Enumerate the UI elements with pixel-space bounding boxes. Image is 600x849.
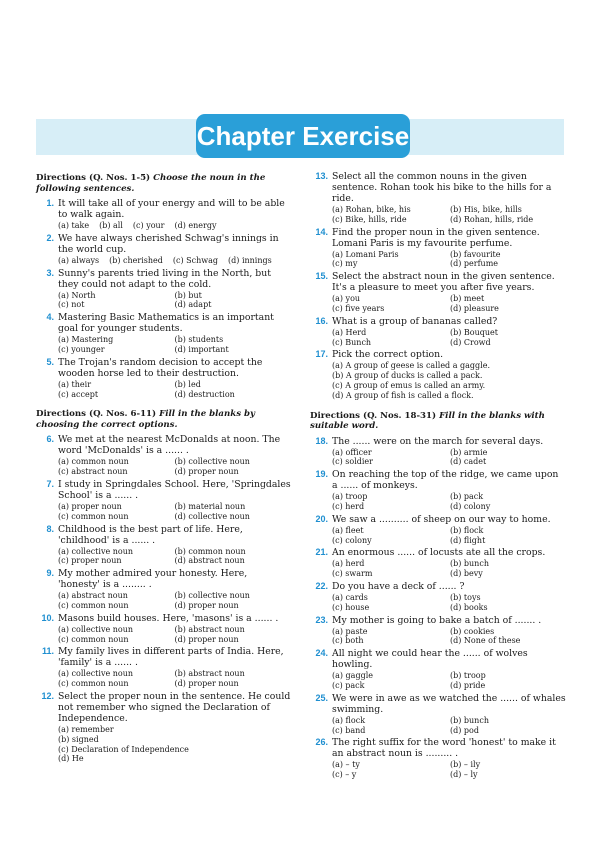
option: (c) common noun [58,679,129,689]
question [36,691,291,764]
option: (b) favourite [450,249,501,259]
question [36,646,291,689]
options-list [332,760,566,780]
option: (c) Schwag [172,255,219,265]
option: (c) abstract noun [58,467,128,477]
option: (a) common noun [58,457,129,467]
options-list [332,448,566,468]
option: (c) my [332,259,358,269]
directions-range: (Q. Nos. 6-11) [89,409,157,420]
question [310,581,566,613]
question-text: My mother is going to bake a batch of ....... . [332,614,542,626]
option: (b) cookies [450,626,495,636]
question-number: 1. [46,198,54,208]
option: (a) North [58,290,96,300]
question-number: 23. [315,614,328,625]
options-list [332,559,566,579]
directions-label: Directions [36,409,86,420]
directions-range: (Q. Nos. 18-31) [363,410,437,421]
option: (d) innings [228,255,272,265]
question [310,349,566,400]
directions [36,173,291,194]
question-text: Select the proper noun in the sentence. He could not remember who signed the Declaration of Independence. [58,690,291,724]
option: (d) A group of fish is called a flock. [332,390,474,400]
option: (a) collective noun [58,624,134,634]
option: (d) Crowd [450,337,491,347]
option: (b) flock [450,525,484,535]
question [36,268,291,311]
question-text: We met at the nearest McDonalds at noon. The word 'McDonalds' is a ...... . [58,434,281,457]
question [36,357,291,400]
option: (c) Bike, hills, ride [332,214,407,224]
question-number: 4. [46,312,54,323]
question-number: 22. [315,580,328,591]
option: (d) None of these [450,636,521,646]
question-number: 12. [41,690,54,701]
option: (b) troop [450,671,486,681]
question-text: Childhood is the best part of life. Here, 'childhood' is a ...... . [58,523,243,546]
question-text: An enormous ...... of locusts ate all the crops. [332,547,546,559]
option: (b) cherished [109,255,163,265]
question-number: 9. [46,568,54,579]
option: (d) adapt [174,300,212,310]
question [36,568,291,611]
question [310,547,566,579]
options-list [332,294,566,314]
question-number: 5. [46,356,54,367]
options-list [58,291,291,311]
page-title: Chapter Exercise [196,120,410,151]
question-text: The ...... were on the march for several days. [332,435,544,447]
question [310,436,566,468]
question-text: My family lives in different parts of India. Here, 'family' is a ...... . [58,646,284,669]
option: (d) pride [450,680,486,690]
question-number: 25. [315,692,328,703]
question-text: On reaching the top of the ridge, we came upon a ...... of monkeys. [332,469,559,492]
option: (c) pack [332,680,365,690]
option: (c) soldier [332,457,373,467]
option: (c) colony [332,535,372,545]
question [310,271,566,314]
options-list [58,457,291,477]
option: (c) both [332,636,364,646]
option: (a) remember [58,724,114,734]
question-number: 17. [315,349,328,360]
question [36,312,291,355]
options-list [58,591,291,611]
option: (a) cards [332,592,368,602]
question-text: What is a group of bananas called? [332,315,498,327]
question-number: 19. [315,469,328,480]
section-gap [310,403,566,409]
options-list [58,221,291,231]
option: (b) bunch [450,559,489,569]
option: (a) Rohan, bike, his [332,205,411,214]
option: (c) your [132,221,165,230]
option: (d) proper noun [174,467,239,477]
question-number: 2. [46,232,54,243]
question [36,434,291,477]
directions-label: Directions [310,410,360,421]
option: (d) proper noun [174,679,239,689]
option: (c) house [332,602,370,612]
option: (b) collective noun [174,591,250,601]
options-list [332,716,566,736]
question [310,469,566,512]
question-text: Pick the correct option. [332,349,444,361]
option: (d) cadet [450,457,487,467]
option: (b) led [174,379,201,389]
option: (a) fleet [332,525,364,535]
question-number: 7. [46,478,54,489]
option: (b) students [174,335,224,345]
option: (d) proper noun [174,600,239,610]
question [36,479,291,522]
option: (b) A group of ducks is called a pack. [332,371,483,381]
options-list [332,671,566,691]
option: (d) bevy [450,569,483,579]
question-number: 24. [315,648,328,659]
question [310,227,566,270]
option: (b) Bouquet [450,327,498,337]
option: (b) – ily [450,760,481,770]
options-list [332,492,566,512]
question-text: Masons build houses. Here, 'masons' is a ...... . [58,612,279,624]
question-number: 6. [46,434,54,445]
question-number: 20. [315,513,328,524]
option: (d) pleasure [450,303,499,313]
option: (d) collective noun [174,511,250,521]
question-number: 21. [315,547,328,558]
question-number: 8. [46,523,54,534]
question-number: 11. [41,646,54,657]
question [310,648,566,691]
option: (a) collective noun [58,546,134,556]
option: (d) Rohan, hills, ride [450,214,534,224]
question-number: 26. [315,737,328,748]
question [310,615,566,647]
question-text: Mastering Basic Mathematics is an important goal for younger students. [58,312,274,335]
option: (d) perfume [450,259,499,269]
question-number: 10. [41,612,54,623]
option: (d) pod [450,725,479,735]
option: (a) abstract noun [58,591,128,601]
question-number: 13. [315,171,328,181]
option: (b) His, bike, hills [450,205,522,214]
question [310,514,566,546]
option: (a) paste [332,626,368,636]
directions [36,409,291,430]
option: (c) band [332,725,366,735]
option: (d) – ly [450,770,478,780]
option: (a) collective noun [58,669,134,679]
directions-range: (Q. Nos. 1-5) [89,173,151,183]
option: (c) not [58,300,85,310]
option: (a) flock [332,715,366,725]
option: (a) Lomani Paris [332,249,399,259]
option: (d) flight [450,535,486,545]
question [310,316,566,348]
option: (d) abstract noun [174,556,245,566]
options-list [58,256,291,266]
option: (b) but [174,290,202,300]
directions-text: Fill in the blanks with suitable word. [310,410,545,432]
question-text: The right suffix for the word 'honest' to make it an abstract noun is ......... . [332,737,556,760]
option: (c) common noun [58,634,129,644]
option: (d) colony [450,501,491,511]
question [310,737,566,780]
option: (c) common noun [58,600,129,610]
option: (c) common noun [58,511,129,521]
option: (a) A group of geese is called a gaggle. [332,361,490,371]
option: (d) destruction [174,389,235,399]
right-column [310,171,566,782]
question-number: 18. [315,435,328,446]
option: (c) accept [58,389,99,399]
options-list [332,250,566,270]
option: (d) proper noun [174,634,239,644]
options-list [332,593,566,613]
options-list [332,328,566,348]
option: (b) collective noun [174,457,250,467]
option: (b) signed [58,734,99,744]
question-text: My mother admired your honesty. Here, 'honesty' is a ........ . [58,568,248,591]
question [36,198,291,231]
option: (a) gaggle [332,671,373,681]
option: (b) material noun [174,501,246,511]
options-list [58,725,291,764]
question-text: The Trojan's random decision to accept the wooden horse led to their destruction. [58,356,263,379]
option: (c) A group of emus is called an army. [332,380,486,390]
question [310,171,566,225]
option: (a) herd [332,559,365,569]
option: (b) pack [450,492,484,502]
question-text: We have always cherished Schwag's innings in the world cup. [58,232,279,255]
options-list [332,205,566,225]
option: (a) you [332,294,361,304]
options-list [58,547,291,567]
section-gap [36,401,291,407]
option: (a) take [58,221,90,230]
options-list [58,502,291,522]
question-text: Select all the common nouns in the given sentence. Rohan took his bike to the hills for a ride. [332,171,552,204]
option: (c) – y [332,770,357,780]
option: (a) their [58,379,92,389]
left-column [36,171,291,766]
options-list [58,669,291,689]
options-list [332,526,566,546]
question-text: It will take all of your energy and will to be able to walk again. [58,198,285,220]
option: (a) troop [332,492,368,502]
option: (a) Herd [332,327,367,337]
question [36,613,291,645]
title-banner [196,114,410,158]
option: (c) Bunch [332,337,372,347]
directions-label: Directions [36,173,86,183]
option: (b) armie [450,447,488,457]
options-list [58,380,291,400]
option: (b) common noun [174,546,246,556]
option: (a) always [58,255,100,265]
question-text: Select the abstract noun in the given sentence. It's a pleasure to meet you after five years. [332,271,555,294]
question-number: 14. [315,226,328,237]
question-text: I study in Springdales School. Here, 'Springdales School' is a ...... . [58,478,291,501]
option: (a) proper noun [58,501,122,511]
question-number: 16. [315,315,328,326]
options-list [58,335,291,355]
options-list [332,627,566,647]
option: (c) proper noun [58,556,122,566]
option: (c) younger [58,344,105,354]
question [36,233,291,266]
option: (a) Mastering [58,335,114,345]
option: (c) herd [332,501,365,511]
option: (d) energy [174,221,217,230]
question [310,693,566,736]
option: (d) books [450,602,488,612]
option: (b) abstract noun [174,624,245,634]
option: (b) meet [450,294,485,304]
question-text: We saw a .......... of sheep on our way to home. [332,513,551,525]
options-list [58,625,291,645]
option: (b) bunch [450,715,489,725]
option: (d) He [58,754,84,764]
question-text: Sunny's parents tried living in the North, but they could not adapt to the cold. [58,267,271,290]
question-text: Find the proper noun in the given sentence. Lomani Paris is my favourite perfume. [332,226,540,249]
directions-text: Choose the noun in the following sentences. [36,173,266,194]
option: (c) Declaration of Independence [58,744,189,754]
option: (a) officer [332,447,372,457]
question-text: All night we could hear the ...... of wolves howling. [332,648,528,671]
directions-text: Fill in the blanks by choosing the correct options. [36,409,256,430]
question-number: 15. [315,271,328,282]
option: (b) all [99,221,123,230]
option: (b) toys [450,592,481,602]
option: (a) – ty [332,760,360,770]
question-number: 3. [46,267,54,278]
question [36,524,291,567]
option: (d) important [174,344,229,354]
option: (c) five years [332,303,385,313]
option: (c) swarm [332,569,373,579]
directions [310,411,566,432]
options-list [332,361,566,400]
option: (b) abstract noun [174,669,245,679]
question-text: We were in awe as we watched the ...... of whales swimming. [332,692,566,715]
question-text: Do you have a deck of ...... ? [332,580,465,592]
